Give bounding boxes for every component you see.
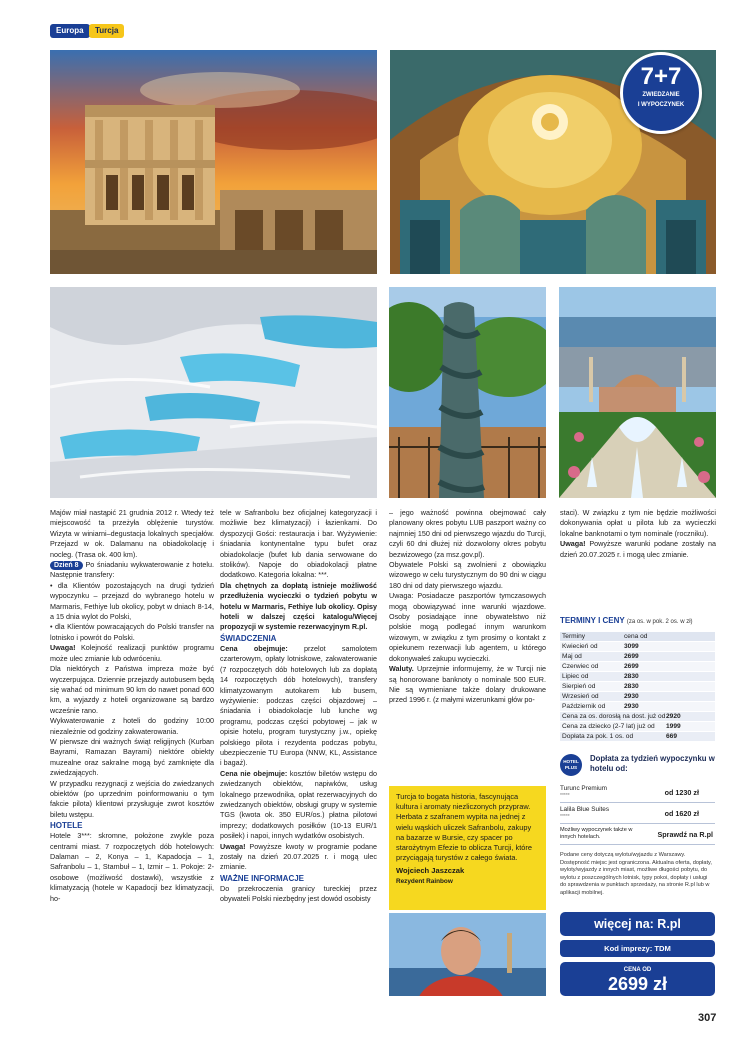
price-row-value: 2930 [624,693,639,700]
extra-price-value: 1999 [666,723,681,730]
price-row-value: 2699 [624,653,639,660]
col2-paragraph: tele w Safranbolu bez oficjalnej kategoryzacji i możliwie bez klimatyzacji) i łazienkami. Do dyspozycji Gości: restauracja i bar. Wyżywienie: śniadania kontynentalne typu bufet oraz obiadokolacje (bufet lub dania serwowane do stolików). Napoje do obiadokolacji płatne dodatkowo. Kategoria lokalna: ***. [220,508,377,580]
photo-hagia-sophia [559,287,716,498]
hotel-name: Lalila Blue Suites [560,806,610,813]
term-column-header: Terminy [562,633,586,640]
quote-text: Turcja to bogata historia, fascynująca kultura i aromaty niezliczonych przypraw. Herbata z szafranem wypita na jednej z wielu wąskich uliczek Safranbolu, zakupy na bazarze w Bursie, czy spacer po starożytnym Efezie to oblicza Turcji, które przyciągają turystów z całego świata. [396,792,532,863]
price-row-value: 3099 [624,643,639,650]
hotel-plus-icon-line2: PLUS [564,765,578,770]
price-table [560,632,715,742]
price-includes-label: Cena obejmuje: [220,643,288,653]
price-row-value: 2699 [624,663,639,670]
hotel-plus-icon [560,754,582,776]
country-tag: Turcja [89,24,124,38]
badge-line2: I WYPOCZYNEK [637,102,685,108]
hotel-name: Możliwy wypoczynek także w innych hotelach. [560,827,633,840]
price-row [560,692,715,702]
col2-extension-note: Dla chętnych za dopłatą istnieje możliwość przedłużenia wycieczki o tydzień pobytu w hotelu w Marmaris, Fethiye lub okolicy. Opisy hoteli w dalszej części katalogu/Więcej propozycji w systemie rezerwacyjnym R.pl. [220,580,377,632]
col4-note-label: Uwaga! [560,539,586,549]
price-row [560,642,715,652]
page-number: 307 [698,1012,717,1024]
hotel-plus-icon-line1: HOTEL [563,759,579,764]
hotel-price: od 1620 zł [664,809,699,818]
price-row-term: Wrzesień od [562,693,599,700]
hotel-row [560,784,715,803]
quote-role: Rezydent Rainbow [396,877,453,885]
price-row-term: Sierpień od [562,683,596,690]
col2-paragraph: Powyższe kwoty w programie podane zostały na dzień 20.07.2025 r. i mogą ulec zmianie. [220,841,377,872]
col2-paragraph: Do przekroczenia granicy tureckiej przez obywateli Polski niezbędny jest dowód osobisty [220,883,377,904]
price-row-term: Październik od [562,703,606,710]
text-column-3 [389,508,546,706]
photo-serpent-column [389,287,546,498]
price-row-term: Czerwiec od [562,663,599,670]
extra-price-label: Dopłata za pok. 1 os. od [562,733,634,740]
price-row-term: Maj od [562,653,582,660]
price-from-box [560,962,715,996]
hotels-heading: HOTELE [50,821,83,831]
col2-paragraph: kosztów biletów wstępu do zwiedzanych obiektów, napiwków, usług lokalnego przewodnika, opłat rezerwacyjnych do zwiedzanych obiektów, obsługi grupy w systemie TGS (kwota ok. 350 EUR/os.) płatna pilotowi imprezy; dodatkowych posiłków (10-13 EUR/1 posiłek) i napoi, innych wydatków osobistych. [220,768,377,841]
price-from-label: CENA OD [623,967,652,973]
photo-resident-portrait [389,913,546,996]
col1-note-label: Uwaga! [50,643,76,653]
tour-code-label: Kod imprezy: TDM [560,940,715,957]
extra-price-value: 2920 [666,713,681,720]
price-row-term: Kwiecień od [562,643,598,650]
col1-paragraph: • dla Klientów pozostających na drugi tydzień wypoczynku – przejazd do wybranego hotelu w Marmaris, Fethiye lub okolicy, pobyt w dniach 8-14, a 15 dnia wylot do Polski, [50,580,214,622]
col3-paragraph: Uprzejmie informujemy, że w Turcji nie są honorowane banknoty o nominale 500 EUR. Nie są wymieniane także dolary drukowane przed 1996 r. (z małymi wizerunkami głów po- [389,664,546,705]
day-8-label: Dzień 8 [50,561,83,570]
currency-label: Waluty. [389,664,414,674]
price-excludes-label: Cena nie obejmuje: [220,768,288,778]
badge-line1: ZWIEDZANIE [642,92,680,98]
quote-author: Wojciech Jaszczak [396,866,465,876]
resident-quote-box [389,786,546,910]
region-tag: Europa [50,24,90,38]
badge-title: 7+7 [640,63,682,90]
hotel-price: od 1230 zł [664,788,699,797]
hotel-price: Sprawdź na R.pl [657,830,713,839]
price-footnote: Podane ceny dotyczą wylotu/wyjazdu z Warszawy. Dostępność miejsc jest ograniczona. Aktualna oferta, dopłaty, wyloty/wyjazdy z innych miast, możliwe długości pobytu, do wylotu z poszczególnych lotnisk, typy pokoi, dopłaty i usługi do sprawdzenia w punktach sprzedaży, na stronie R.pl lub w aplikacji mobilnej. [560,852,712,896]
col1-paragraph: W pierwsze dni ważnych świąt religijnych (Kurban Bayrami, Ramazan Bayrami) niektóre obiekty muzealne oraz sakralne mogą być zamknięte dla zwiedzających. [50,736,214,778]
col1-paragraph: Wykwaterowanie z hoteli do godziny 10:00 niezależnie od godziny zakwaterowania. [50,716,214,736]
col1-paragraph: Kolejność realizacji punktów programu może ulec zmianie lub odwróceniu. [50,643,214,663]
price-table-header [560,632,715,642]
hotel-plus-title: Dopłata za tydzień wypoczynku w hotelu od: [590,754,715,773]
offer-badge [620,52,702,134]
col4-paragraph: staci). W związku z tym nie będzie możliwości dokonywania opłat u pilota lub za wycieczki lokalne banknotami o tym nominale (roczniku). [560,508,716,538]
extra-price-row [560,712,715,722]
hotel-row [560,805,715,824]
price-from-value: 2699 zł [607,974,668,994]
hotel-row [560,826,715,845]
col1-paragraph: • dla Klientów powracających do Polski transfer na lotnisko i powrót do Polski. [50,622,214,642]
included-heading: ŚWIADCZENIA [220,633,277,643]
prices-title [560,616,693,625]
col4-paragraph: Powyższe warunki podane zostały na dzień 20.07.2025 r. i mogą ulec zmianie. [560,539,716,559]
prices-subtitle: (za os. w pok. 2 os. w zł) [626,619,693,625]
extra-price-row [560,722,715,732]
col3-paragraph: Obywatele Polski są zwolnieni z obowiązku wizowego w celu turystycznym do 90 dni w ciągu 180 dni od daty pierwszego wjazdu. [389,560,546,590]
col2-note-label: Uwaga! [220,841,246,851]
price-row-value: 2930 [624,703,639,710]
important-info-heading: WAŻNE INFORMACJE [220,873,304,883]
extra-price-row [560,732,715,742]
photo-ephesus-library [50,50,377,274]
col1-paragraph: W przypadku rezygnacji z wejścia do zwiedzanych obiektów (po uprzednim poinformowaniu o tym fakcie pilota) klientowi przysługuje zwrot kosztów biletu wstępu. [50,778,214,819]
hotel-name: Turunc Premium [560,785,607,792]
prices-title-text: TERMINY I CENY [560,616,625,625]
price-row [560,652,715,662]
hotel-stars: ***** [560,814,570,820]
price-row [560,682,715,692]
col2-paragraph: przelot samolotem czarterowym, opłaty lotniskowe, zakwaterowanie (7 rozpoczętych dób hotelowych lub za dopłatą 14 rozpoczętych dób hotelowych), transfery klimatyzowanym autokarem lub busem, wyżywienie: podczas części objazdowej – śniadania i obiadokolacje lub lunche wg programu, podczas części pobytowej – jak w opisie hotelu, program turystyczny j.w., opiekę polskiego pilota i rezydenta podczas pobytu, ubezpieczenie TU Europa (NNW, KL, Assistance i bagaż). [220,643,377,768]
price-column-header: cena od [624,633,648,640]
extra-price-label: Cena za os. dorosłą na dost. już od [562,713,666,720]
extra-price-label: Cena za dziecko (2-7 lat) już od [562,723,655,730]
extra-price-value: 669 [666,733,678,740]
price-row [560,672,715,682]
price-row [560,702,715,712]
col3-paragraph: Uwaga: Posiadacze paszportów tymczasowych mogą obowiązywać inne warunki wjazdowe. Osoby posiadające inne obywatelstwo niż polskie mogą podlegać innym warunkom wizowym, w związku z tym prosimy o kontakt z opiekunem rezerwacji lub agentem, u którego dokonywałeś zakupu wycieczki. [389,591,546,663]
price-row-value: 2830 [624,683,639,690]
col1-paragraph: Hotele 3***: skromne, położone zwykle poza centrami miast. 7 rozpoczętych dób hotelowych: Dalaman – 2, Konya – 1, Kapadocja – 1, Safranbolu – 1, Stambuł – 1, Izmir – 1. Pokoje: 2-osobowe (możliwość dostawki), wszystkie z klimatyzacją (hotele w Kapadocji bez klimatyzacji, ho- [50,831,214,903]
col3-paragraph: – jego ważność powinna obejmować cały planowany okres pobytu LUB paszport ważny co najmniej 150 dni od pierwszego wjazdu do Turcji, czyli 60 dni dłużej niż dozwolony okres pobytu bezwizowego (za msz.gov.pl). [389,508,546,559]
text-column-1 [50,508,214,904]
price-row-value: 2830 [624,673,639,680]
hotel-stars: ***** [560,793,570,799]
price-row-term: Lipiec od [562,673,589,680]
col1-paragraph: Po śniadaniu wykwaterowanie z hotelu. Następnie transfery: [50,560,214,580]
photo-pamukkale-terraces [50,287,377,498]
text-column-2 [220,508,377,905]
text-column-4 [560,508,716,560]
col1-paragraph: Majów miał nastąpić 21 grudnia 2012 r. Wtedy też miejscowość ta przeżyła oblężenie turystów. Wizyta w winiarni–degustacja lokalnych specjałów. Przejazd w ok. Dalamanu na obiadokolację i nocleg. (Trasa ok. 400 km). [50,508,214,559]
price-row [560,662,715,672]
more-info-button[interactable]: więcej na: R.pl [560,912,715,936]
hotel-plus-section [560,752,715,782]
col1-paragraph: Dla niektórych z Państwa impreza może być wyczerpująca. Dziennie przejazdy autobusem będą się wahać od minimum 90 km do nawet ponad 600 km, a wyjazdy z hoteli organizowane są bardzo wcześnie rano. [50,664,214,715]
